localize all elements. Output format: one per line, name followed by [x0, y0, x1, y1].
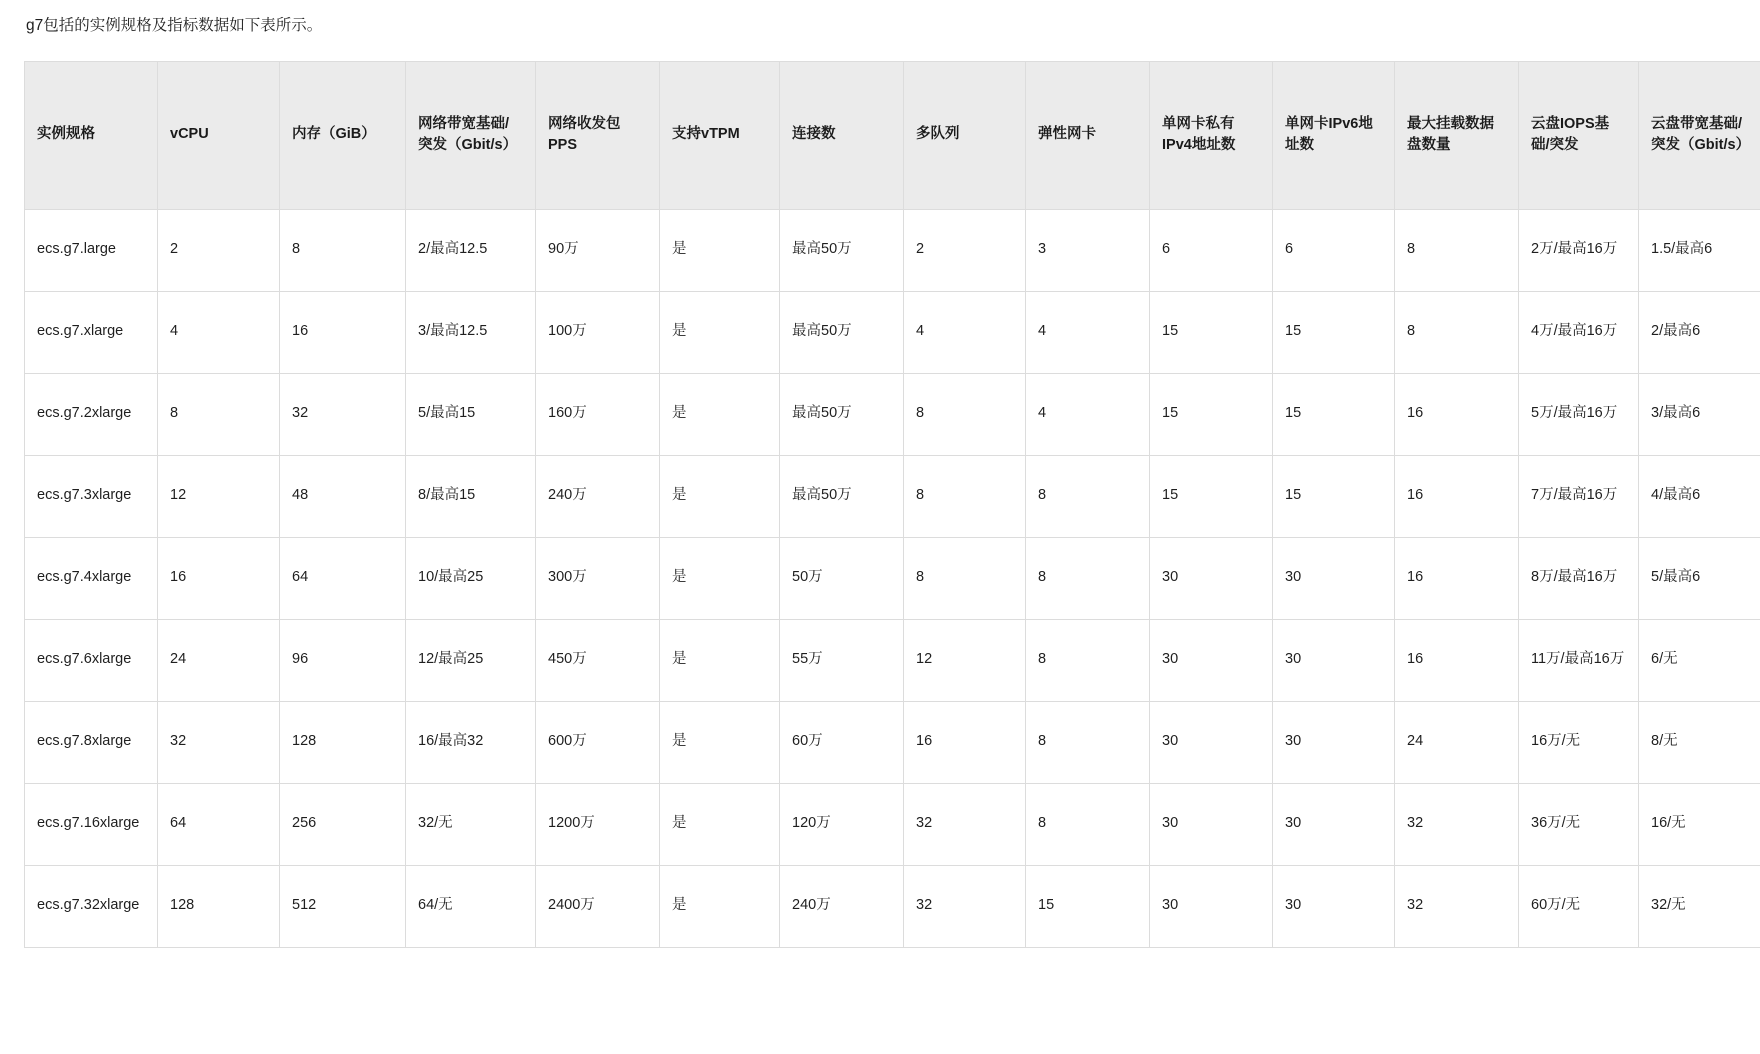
cell-memory: 48 — [280, 455, 406, 537]
cell-queues: 32 — [904, 865, 1026, 947]
cell-ipv4-per-eni: 30 — [1150, 701, 1273, 783]
cell-enis: 8 — [1026, 537, 1150, 619]
table-header — [25, 61, 1760, 209]
cell-memory: 128 — [280, 701, 406, 783]
table-row — [25, 865, 1760, 947]
cell-memory: 8 — [280, 209, 406, 291]
cell-ipv6-per-eni: 30 — [1273, 701, 1395, 783]
cell-disk-bandwidth: 16/无 — [1639, 783, 1760, 865]
cell-instance-type: ecs.g7.6xlarge — [25, 619, 158, 701]
cell-vcpu: 8 — [158, 373, 280, 455]
cell-memory: 64 — [280, 537, 406, 619]
column-header-memory: 内存（GiB） — [280, 61, 406, 209]
cell-vcpu: 64 — [158, 783, 280, 865]
cell-network-pps: 2400万 — [536, 865, 660, 947]
cell-disk-iops: 5万/最高16万 — [1519, 373, 1639, 455]
cell-queues: 8 — [904, 373, 1026, 455]
cell-network-bandwidth: 64/无 — [406, 865, 536, 947]
table-row — [25, 701, 1760, 783]
cell-enis: 4 — [1026, 291, 1150, 373]
table-row — [25, 783, 1760, 865]
cell-disk-bandwidth: 8/无 — [1639, 701, 1760, 783]
column-header-network-bandwidth: 网络带宽基础/突发（Gbit/s） — [406, 61, 536, 209]
cell-disk-iops: 11万/最高16万 — [1519, 619, 1639, 701]
cell-vcpu: 4 — [158, 291, 280, 373]
cell-queues: 32 — [904, 783, 1026, 865]
cell-memory: 512 — [280, 865, 406, 947]
cell-instance-type: ecs.g7.2xlarge — [25, 373, 158, 455]
column-header-ipv4-per-eni: 单网卡私有IPv4地址数 — [1150, 61, 1273, 209]
cell-disk-bandwidth: 4/最高6 — [1639, 455, 1760, 537]
cell-vtpm: 是 — [660, 291, 780, 373]
cell-ipv4-per-eni: 30 — [1150, 865, 1273, 947]
cell-network-bandwidth: 3/最高12.5 — [406, 291, 536, 373]
cell-disk-iops: 4万/最高16万 — [1519, 291, 1639, 373]
cell-ipv6-per-eni: 15 — [1273, 291, 1395, 373]
cell-network-bandwidth: 5/最高15 — [406, 373, 536, 455]
cell-connections: 50万 — [780, 537, 904, 619]
intro-paragraph: g7包括的实例规格及指标数据如下表所示。 — [26, 17, 323, 34]
cell-disk-iops: 36万/无 — [1519, 783, 1639, 865]
cell-queues: 8 — [904, 537, 1026, 619]
cell-disk-bandwidth: 32/无 — [1639, 865, 1760, 947]
cell-queues: 8 — [904, 455, 1026, 537]
cell-connections: 最高50万 — [780, 455, 904, 537]
cell-max-disks: 16 — [1395, 537, 1519, 619]
cell-ipv6-per-eni: 30 — [1273, 783, 1395, 865]
cell-queues: 2 — [904, 209, 1026, 291]
cell-disk-bandwidth: 1.5/最高6 — [1639, 209, 1760, 291]
cell-instance-type: ecs.g7.large — [25, 209, 158, 291]
cell-memory: 32 — [280, 373, 406, 455]
column-header-vcpu: vCPU — [158, 61, 280, 209]
cell-max-disks: 8 — [1395, 209, 1519, 291]
cell-instance-type: ecs.g7.32xlarge — [25, 865, 158, 947]
cell-connections: 120万 — [780, 783, 904, 865]
cell-disk-iops: 16万/无 — [1519, 701, 1639, 783]
cell-vtpm: 是 — [660, 455, 780, 537]
cell-disk-iops: 7万/最高16万 — [1519, 455, 1639, 537]
cell-memory: 96 — [280, 619, 406, 701]
table-row — [25, 619, 1760, 701]
instance-spec-table — [24, 61, 1760, 948]
table-header-row — [25, 61, 1760, 209]
column-header-enis: 弹性网卡 — [1026, 61, 1150, 209]
cell-instance-type: ecs.g7.16xlarge — [25, 783, 158, 865]
cell-connections: 最高50万 — [780, 291, 904, 373]
cell-max-disks: 32 — [1395, 865, 1519, 947]
cell-vcpu: 2 — [158, 209, 280, 291]
cell-vtpm: 是 — [660, 373, 780, 455]
cell-network-bandwidth: 16/最高32 — [406, 701, 536, 783]
cell-max-disks: 32 — [1395, 783, 1519, 865]
table-row — [25, 537, 1760, 619]
column-header-disk-iops: 云盘IOPS基础/突发 — [1519, 61, 1639, 209]
cell-max-disks: 16 — [1395, 373, 1519, 455]
cell-vcpu: 32 — [158, 701, 280, 783]
cell-instance-type: ecs.g7.4xlarge — [25, 537, 158, 619]
cell-vcpu: 128 — [158, 865, 280, 947]
cell-disk-bandwidth: 5/最高6 — [1639, 537, 1760, 619]
cell-ipv6-per-eni: 15 — [1273, 373, 1395, 455]
cell-disk-bandwidth: 2/最高6 — [1639, 291, 1760, 373]
cell-connections: 55万 — [780, 619, 904, 701]
cell-disk-bandwidth: 3/最高6 — [1639, 373, 1760, 455]
cell-ipv4-per-eni: 30 — [1150, 537, 1273, 619]
cell-network-pps: 300万 — [536, 537, 660, 619]
cell-memory: 256 — [280, 783, 406, 865]
cell-enis: 8 — [1026, 619, 1150, 701]
cell-ipv6-per-eni: 30 — [1273, 865, 1395, 947]
cell-vcpu: 12 — [158, 455, 280, 537]
cell-network-bandwidth: 8/最高15 — [406, 455, 536, 537]
column-header-connections: 连接数 — [780, 61, 904, 209]
cell-max-disks: 16 — [1395, 455, 1519, 537]
cell-enis: 8 — [1026, 455, 1150, 537]
cell-ipv6-per-eni: 30 — [1273, 537, 1395, 619]
cell-disk-iops: 2万/最高16万 — [1519, 209, 1639, 291]
cell-network-pps: 450万 — [536, 619, 660, 701]
cell-ipv4-per-eni: 15 — [1150, 455, 1273, 537]
cell-vtpm: 是 — [660, 865, 780, 947]
cell-connections: 240万 — [780, 865, 904, 947]
cell-network-bandwidth: 12/最高25 — [406, 619, 536, 701]
cell-network-pps: 90万 — [536, 209, 660, 291]
cell-vtpm: 是 — [660, 783, 780, 865]
cell-queues: 4 — [904, 291, 1026, 373]
cell-queues: 16 — [904, 701, 1026, 783]
cell-ipv6-per-eni: 6 — [1273, 209, 1395, 291]
cell-network-pps: 1200万 — [536, 783, 660, 865]
cell-instance-type: ecs.g7.8xlarge — [25, 701, 158, 783]
cell-enis: 3 — [1026, 209, 1150, 291]
cell-memory: 16 — [280, 291, 406, 373]
cell-instance-type: ecs.g7.3xlarge — [25, 455, 158, 537]
cell-network-bandwidth: 32/无 — [406, 783, 536, 865]
column-header-queues: 多队列 — [904, 61, 1026, 209]
cell-connections: 最高50万 — [780, 209, 904, 291]
cell-network-pps: 240万 — [536, 455, 660, 537]
column-header-instance-type: 实例规格 — [25, 61, 158, 209]
cell-max-disks: 24 — [1395, 701, 1519, 783]
cell-ipv6-per-eni: 30 — [1273, 619, 1395, 701]
cell-ipv4-per-eni: 15 — [1150, 373, 1273, 455]
cell-disk-iops: 60万/无 — [1519, 865, 1639, 947]
table-row — [25, 209, 1760, 291]
column-header-ipv6-per-eni: 单网卡IPv6地址数 — [1273, 61, 1395, 209]
spec-table-container — [24, 61, 1751, 948]
cell-connections: 60万 — [780, 701, 904, 783]
column-header-max-disks: 最大挂载数据盘数量 — [1395, 61, 1519, 209]
cell-enis: 8 — [1026, 701, 1150, 783]
column-header-disk-bandwidth: 云盘带宽基础/突发（Gbit/s） — [1639, 61, 1760, 209]
cell-vcpu: 16 — [158, 537, 280, 619]
cell-ipv4-per-eni: 30 — [1150, 783, 1273, 865]
cell-vtpm: 是 — [660, 701, 780, 783]
cell-max-disks: 8 — [1395, 291, 1519, 373]
cell-network-pps: 600万 — [536, 701, 660, 783]
cell-ipv6-per-eni: 15 — [1273, 455, 1395, 537]
table-row — [25, 373, 1760, 455]
column-header-vtpm: 支持vTPM — [660, 61, 780, 209]
table-row — [25, 455, 1760, 537]
cell-ipv4-per-eni: 6 — [1150, 209, 1273, 291]
cell-vtpm: 是 — [660, 537, 780, 619]
cell-network-bandwidth: 2/最高12.5 — [406, 209, 536, 291]
table-body — [25, 209, 1760, 947]
cell-enis: 4 — [1026, 373, 1150, 455]
cell-instance-type: ecs.g7.xlarge — [25, 291, 158, 373]
cell-network-bandwidth: 10/最高25 — [406, 537, 536, 619]
cell-network-pps: 100万 — [536, 291, 660, 373]
cell-vtpm: 是 — [660, 619, 780, 701]
table-row — [25, 291, 1760, 373]
cell-disk-iops: 8万/最高16万 — [1519, 537, 1639, 619]
cell-enis: 8 — [1026, 783, 1150, 865]
cell-vtpm: 是 — [660, 209, 780, 291]
cell-enis: 15 — [1026, 865, 1150, 947]
cell-vcpu: 24 — [158, 619, 280, 701]
column-header-network-pps: 网络收发包PPS — [536, 61, 660, 209]
cell-connections: 最高50万 — [780, 373, 904, 455]
cell-ipv4-per-eni: 15 — [1150, 291, 1273, 373]
cell-ipv4-per-eni: 30 — [1150, 619, 1273, 701]
cell-queues: 12 — [904, 619, 1026, 701]
cell-network-pps: 160万 — [536, 373, 660, 455]
cell-disk-bandwidth: 6/无 — [1639, 619, 1760, 701]
cell-max-disks: 16 — [1395, 619, 1519, 701]
